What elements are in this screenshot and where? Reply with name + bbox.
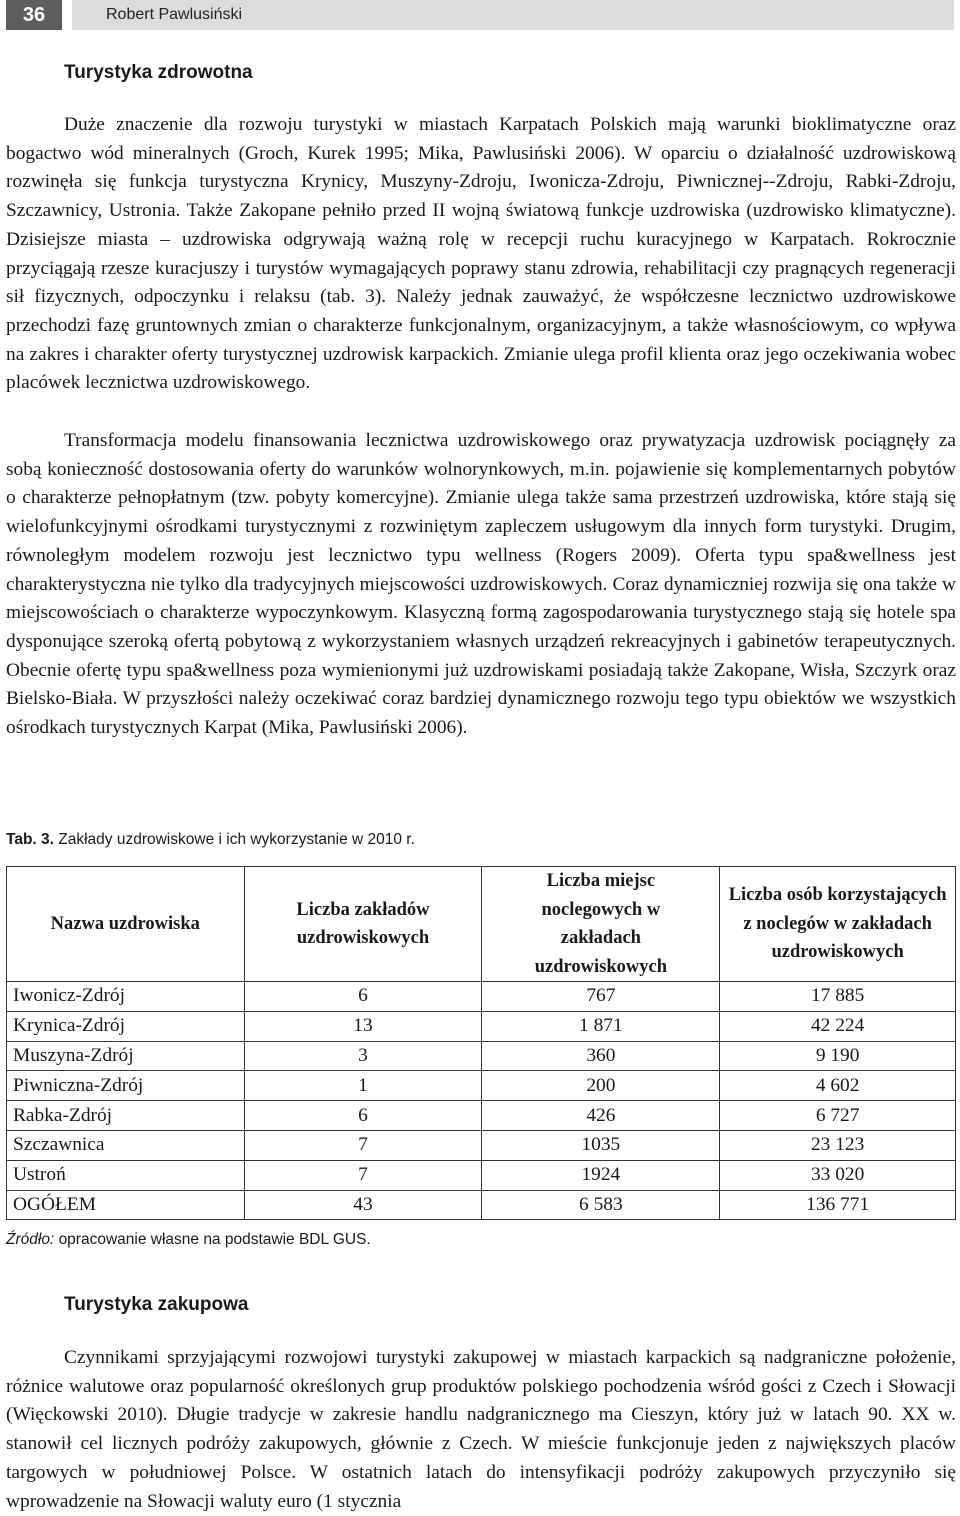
cell-guest-count: 42 224 [720,1011,956,1041]
cell-bed-count: 200 [482,1071,720,1101]
cell-spa-name: Szczawnica [7,1130,245,1160]
cell-bed-count: 426 [482,1101,720,1131]
paragraph-health-tourism-1: Duże znaczenie dla rozwoju turystyki w miastach Karpatach Polskich mają warunki bioklimatyczne oraz bogactwo wód mineralnych (Groch, Kurek 1995; Mika, Pawlusiński 2006). W oparciu o działalność uzdrowiskową rozwinęła się funkcja turystyczna Krynicy, Muszyny-Zdroju, Iwonicza-Zdroju, Piwnicznej--Zdroju, Rabki-Zdroju, Szczawnicy, Ustronia. Także Zakopane pełniło przed II wojną światową funkcje uzdrowiska (uzdrowisko klimatyczne). Dzisiejsze miasta – uzdrowiska odgrywają ważną rolę w recepcji ruchu kuracyjnego w Karpatach. Rokrocznie przyciągają rzesze kuracjuszy i turystów wymagających poprawy stanu zdrowia, rehabilitacji czy pragnących regeneracji sił fizycznych, odpoczynku i relaksu (tab. 3). Należy jednak zauważyć, że współczesne lecznictwo uzdrowiskowe przechodzi fazę gruntownych zmian o charakterze funkcjonalnym, organizacyjnym, a także własnościowym, co wpływa na zakres i charakter oferty turystycznej uzdrowisk karpackich. Zmianie ulega profil klienta oraz jego oczekiwania wobec placówek lecznictwa uzdrowiskowego. [6,114,956,394]
table-row-total [7,1190,956,1220]
section-heading-shopping-tourism: Turystyka zakupowa [64,1294,249,1315]
cell-spa-name: Muszyna-Zdrój [7,1041,245,1071]
paragraph-shopping-tourism-1: Czynnikami sprzyjającymi rozwojowi turystyki zakupowej w miastach karpackich są nadgraniczne położenie, różnice walutowe oraz popularność określonych grup produktów polskiego pochodzenia wśród gości z Czech i Słowacji (Więckowski 2010). Długie tradycje w zakresie handlu nadgranicznego ma Cieszyn, który już w latach 90. XX w. stanowił cel licznych podróży zakupowych, głównie z Czech. W mieście funkcjonuje jeden z największych placów targowych w południowej Polsce. W ostatnich latach do intensyfikacji podróży zakupowych przyczyniło się wprowadzenie na Słowacji waluty euro (1 stycznia [6,1347,956,1512]
header-spa-name: Nazwa uzdrowiska [7,867,245,982]
table-row [7,1160,956,1190]
cell-facility-count: 13 [244,1011,482,1041]
header-guest-count: Liczba osób korzystających z noclegów w zakładach uzdrowiskowych [720,867,956,982]
cell-bed-count: 1035 [482,1130,720,1160]
cell-guest-count: 33 020 [720,1160,956,1190]
cell-spa-name: Ustroń [7,1160,245,1190]
table-row [7,1071,956,1101]
cell-guest-count: 9 190 [720,1041,956,1071]
table-row [7,1041,956,1071]
cell-facility-count: 7 [244,1160,482,1190]
source-text: opracowanie własne na podstawie BDL GUS. [58,1231,371,1248]
cell-spa-name: Iwonicz-Zdrój [7,982,245,1012]
cell-facility-count: 7 [244,1130,482,1160]
cell-bed-count: 1 871 [482,1011,720,1041]
table-row [7,982,956,1012]
running-head-author: Robert Pawlusiński [72,0,954,30]
table-source-note [6,1231,371,1249]
cell-bed-count: 360 [482,1041,720,1071]
cell-spa-name: Krynica-Zdrój [7,1011,245,1041]
page-number: 36 [6,0,62,30]
spa-table [6,866,956,1220]
cell-bed-count: 1924 [482,1160,720,1190]
cell-guest-count: 23 123 [720,1130,956,1160]
cell-facility-count: 43 [244,1190,482,1220]
cell-guest-count: 17 885 [720,982,956,1012]
source-label: Źródło: [6,1231,55,1248]
table-row [7,1011,956,1041]
cell-bed-count: 767 [482,982,720,1012]
cell-guest-count: 136 771 [720,1190,956,1220]
header-bed-count: Liczba miejsc noclegowych w zakładach uzdrowiskowych [482,867,720,982]
cell-spa-name: OGÓŁEM [7,1190,245,1220]
table-row [7,1130,956,1160]
cell-facility-count: 6 [244,1101,482,1131]
cell-facility-count: 1 [244,1071,482,1101]
table-header-row [7,867,956,982]
page-header [6,0,954,30]
cell-facility-count: 3 [244,1041,482,1071]
table-row [7,1101,956,1131]
table-caption [6,831,415,849]
table-caption-text: Zakłady uzdrowiskowe i ich wykorzystanie w 2010 r. [58,831,415,848]
cell-spa-name: Piwniczna-Zdrój [7,1071,245,1101]
section-heading-health-tourism: Turystyka zdrowotna [64,62,253,83]
cell-guest-count: 6 727 [720,1101,956,1131]
cell-spa-name: Rabka-Zdrój [7,1101,245,1131]
cell-bed-count: 6 583 [482,1190,720,1220]
header-facility-count: Liczba zakładów uzdrowiskowych [244,867,482,982]
cell-guest-count: 4 602 [720,1071,956,1101]
paragraph-health-tourism-2: Transformacja modelu finansowania lecznictwa uzdrowiskowego oraz prywatyzacja uzdrowisk pociągnęły za sobą konieczność dostosowania oferty do warunków wolnorynkowych, m.in. pojawienie się komplementarnych pobytów o charakterze pełnopłatnym (tzw. pobyty komercyjne). Zmianie ulega także sama przestrzeń uzdrowiska, które stają się wielofunkcyjnymi ośrodkami turystycznymi z rozwiniętym zapleczem usługowym dla innych form turystyki. Drugim, równoległym modelem rozwoju jest lecznictwo typu wellness (Rogers 2009). Oferta typu spa&wellness jest charakterystyczna nie tylko dla tradycyjnych miejscowości uzdrowiskowych. Coraz dynamiczniej rozwija się ona także w miejscowościach o charakterze wypoczynkowym. Klasyczną formą zagospodarowania turystycznego stają się hotele spa dysponujące szeroką ofertą pobytową z wykorzystaniem własnych urządzeń rekreacyjnych i gabinetów terapeutycznych. Obecnie ofertę typu spa&wellness poza wymienionymi już uzdrowiskami posiadają także Zakopane, Wisła, Szczyrk oraz Bielsko-Biała. W przyszłości należy oczekiwać coraz bardziej dynamicznego rozwoju tego typu obiektów we wszystkich ośrodkach turystycznych Karpat (Mika, Pawlusiński 2006). [6,430,956,739]
cell-facility-count: 6 [244,982,482,1012]
table-caption-label: Tab. 3. [6,831,54,848]
